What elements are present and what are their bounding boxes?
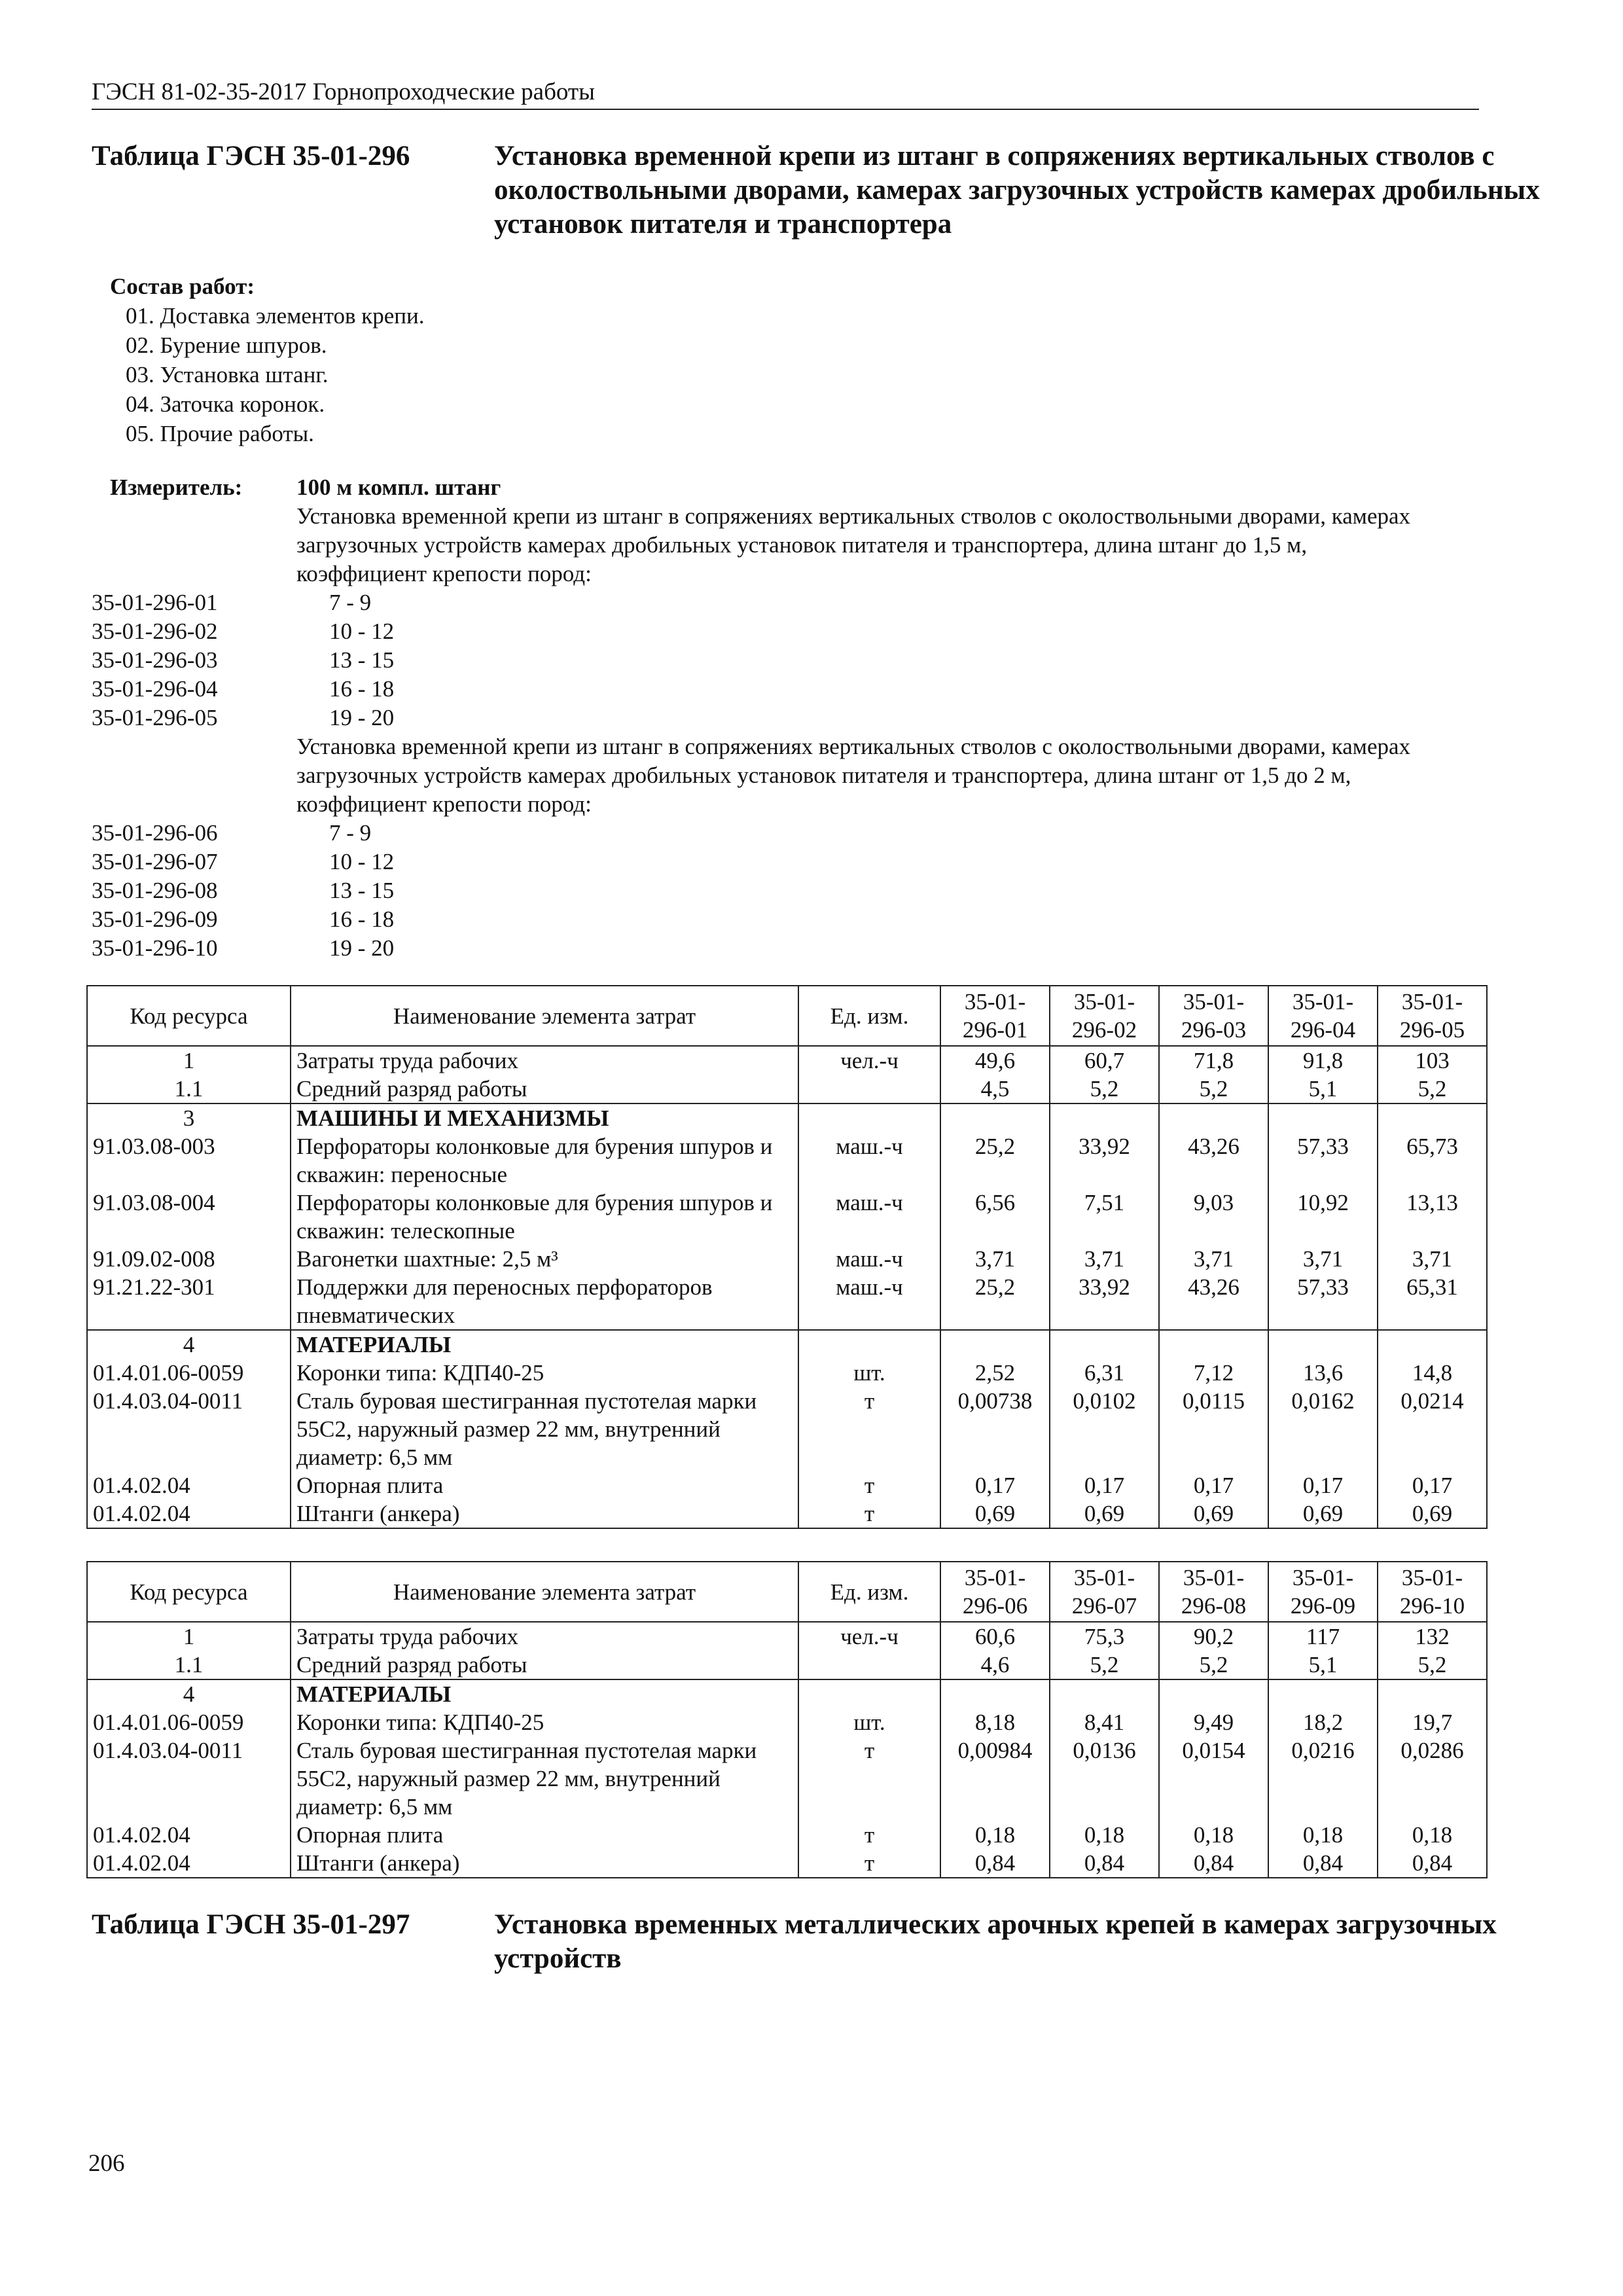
norm-value: 43,26 <box>1159 1273 1268 1330</box>
table-row <box>87 1245 1487 1273</box>
norm-value: 5,2 <box>1378 1651 1487 1679</box>
norm-code: 35-01-296-01 <box>92 590 218 615</box>
resource-table-1 <box>86 985 1488 1529</box>
norm-value: 3,71 <box>1159 1245 1268 1273</box>
norm-value: 9,49 <box>1159 1708 1268 1736</box>
norm-code-row <box>92 848 1479 876</box>
resource-name: Сталь буровая шестигранная пустотелая марки 55С2, наружный размер 22 мм, внутренний диаметр: 6,5 мм <box>291 1387 798 1471</box>
norm-value: 4,6 <box>940 1651 1050 1679</box>
table-title: Установка временной крепи из штанг в сопряжениях вертикальных стволов с околоствольными дворами, камерах загрузочных устройств камерах дробильных установок питателя и транспортера <box>494 141 1540 240</box>
resource-unit: т <box>798 1471 940 1499</box>
norm-value: 5,2 <box>1159 1075 1268 1103</box>
norm-value: 0,84 <box>1050 1849 1159 1878</box>
resource-unit <box>798 1651 940 1679</box>
norm-value: 0,84 <box>1159 1849 1268 1878</box>
resource-unit: маш.-ч <box>798 1273 940 1330</box>
norm-code-row <box>92 876 1479 905</box>
norm-value <box>1378 1103 1487 1132</box>
norm-value: 18,2 <box>1268 1708 1378 1736</box>
norm-value: 10,92 <box>1268 1189 1378 1245</box>
norm-value: 0,0154 <box>1159 1736 1268 1821</box>
norm-value: 117 <box>1268 1622 1378 1651</box>
norm-value: 4,5 <box>940 1075 1050 1103</box>
norm-value: 0,84 <box>1378 1849 1487 1878</box>
norm-value: 91,8 <box>1268 1046 1378 1075</box>
norm-value: 0,0216 <box>1268 1736 1378 1821</box>
resource-name: МАТЕРИАЛЫ <box>291 1679 798 1708</box>
resource-code: 91.03.08-004 <box>87 1189 291 1245</box>
resource-unit: маш.-ч <box>798 1245 940 1273</box>
norm-code: 35-01-296-07 <box>92 849 218 874</box>
work-item: 03. Установка штанг. <box>126 362 329 387</box>
group2-description: Установка временной крепи из штанг в сопряжениях вертикальных стволов с околоствольными дворами, камерах загрузочных устройств камерах дробильных установок питателя и транспортера, длина штанг от 1,5 до 2 м, коэффициент крепости пород: <box>296 734 1411 817</box>
norm-value: 0,69 <box>1378 1499 1487 1528</box>
resource-name: Штанги (анкера) <box>291 1499 798 1528</box>
norm-value: 8,18 <box>940 1708 1050 1736</box>
resource-unit: чел.-ч <box>798 1046 940 1075</box>
norm-value <box>1050 1679 1159 1708</box>
norm-code-row <box>92 675 1479 704</box>
resource-code: 1 <box>87 1046 291 1075</box>
resource-code: 4 <box>87 1330 291 1359</box>
norm-value <box>940 1330 1050 1359</box>
resource-name: Вагонетки шахтные: 2,5 м³ <box>291 1245 798 1273</box>
norm-value: 60,6 <box>940 1622 1050 1651</box>
norm-value: 3,71 <box>940 1245 1050 1273</box>
norm-value <box>1050 1103 1159 1132</box>
resource-table-2 <box>86 1561 1488 1878</box>
resource-code: 91.03.08-003 <box>87 1132 291 1189</box>
resource-unit: маш.-ч <box>798 1132 940 1189</box>
norm-value: 60,7 <box>1050 1046 1159 1075</box>
norm-value: 0,69 <box>1268 1499 1378 1528</box>
page-number: 206 <box>88 2150 125 2177</box>
col-header-norm: 35-01- 296-10 <box>1378 1562 1487 1622</box>
norm-value: 33,92 <box>1050 1132 1159 1189</box>
table-header-row <box>87 1562 1487 1622</box>
resource-code: 01.4.01.06-0059 <box>87 1708 291 1736</box>
norm-value: 25,2 <box>940 1132 1050 1189</box>
resource-code: 01.4.03.04-0011 <box>87 1736 291 1821</box>
norm-value: 8,41 <box>1050 1708 1159 1736</box>
rock-hardness: 19 - 20 <box>329 935 395 961</box>
resource-unit: т <box>798 1736 940 1821</box>
table-row <box>87 1849 1487 1878</box>
norm-code-row <box>92 819 1479 848</box>
resource-unit <box>798 1330 940 1359</box>
norm-value: 19,7 <box>1378 1708 1487 1736</box>
norm-value: 6,56 <box>940 1189 1050 1245</box>
norm-value: 0,0115 <box>1159 1387 1268 1471</box>
norm-code: 35-01-296-03 <box>92 647 218 673</box>
resource-code: 91.09.02-008 <box>87 1245 291 1273</box>
norm-value: 90,2 <box>1159 1622 1268 1651</box>
resource-unit <box>798 1075 940 1103</box>
table-number: Таблица ГЭСН 35-01-296 <box>92 141 410 171</box>
resource-code: 01.4.03.04-0011 <box>87 1387 291 1471</box>
norm-value: 0,18 <box>1050 1821 1159 1849</box>
norm-value <box>1159 1679 1268 1708</box>
table-row <box>87 1075 1487 1103</box>
table-row <box>87 1273 1487 1330</box>
col-header-unit: Ед. изм. <box>798 986 940 1046</box>
norm-value <box>940 1103 1050 1132</box>
resource-unit: чел.-ч <box>798 1622 940 1651</box>
resource-unit: т <box>798 1499 940 1528</box>
col-header-norm: 35-01- 296-08 <box>1159 1562 1268 1622</box>
work-composition-header: Состав работ: <box>110 274 255 299</box>
resource-name: Опорная плита <box>291 1821 798 1849</box>
norm-value: 0,00984 <box>940 1736 1050 1821</box>
norm-value: 9,03 <box>1159 1189 1268 1245</box>
norm-value: 0,69 <box>1050 1499 1159 1528</box>
norm-value: 132 <box>1378 1622 1487 1651</box>
resource-name: МАТЕРИАЛЫ <box>291 1330 798 1359</box>
table-row <box>87 1387 1487 1471</box>
norm-value: 6,31 <box>1050 1359 1159 1387</box>
work-item: 01. Доставка элементов крепи. <box>126 303 425 329</box>
norm-value: 25,2 <box>940 1273 1050 1330</box>
resource-unit: маш.-ч <box>798 1189 940 1245</box>
work-composition <box>110 272 425 448</box>
resource-unit: шт. <box>798 1708 940 1736</box>
norm-value: 0,0136 <box>1050 1736 1159 1821</box>
table-row <box>87 1736 1487 1821</box>
norm-code: 35-01-296-05 <box>92 705 218 730</box>
norm-value: 0,18 <box>940 1821 1050 1849</box>
norm-value: 5,1 <box>1268 1651 1378 1679</box>
table-row <box>87 1330 1487 1359</box>
rock-hardness: 10 - 12 <box>329 619 395 644</box>
col-header-unit: Ед. изм. <box>798 1562 940 1622</box>
resource-name: Средний разряд работы <box>291 1075 798 1103</box>
norm-value: 5,2 <box>1378 1075 1487 1103</box>
norm-value: 2,52 <box>940 1359 1050 1387</box>
norm-code-row <box>92 905 1479 934</box>
col-header-norm: 35-01- 296-07 <box>1050 1562 1159 1622</box>
norm-value: 33,92 <box>1050 1273 1159 1330</box>
resource-name: Перфораторы колонковые для бурения шпуров и скважин: телескопные <box>291 1189 798 1245</box>
norm-value: 0,00738 <box>940 1387 1050 1471</box>
meter-unit: 100 м компл. штанг <box>296 475 501 500</box>
resource-code: 1.1 <box>87 1651 291 1679</box>
col-header-norm: 35-01- 296-03 <box>1159 986 1268 1046</box>
norm-value <box>1378 1679 1487 1708</box>
work-item: 02. Бурение шпуров. <box>126 332 327 358</box>
norm-code: 35-01-296-06 <box>92 820 218 846</box>
rock-hardness: 16 - 18 <box>329 676 395 702</box>
norm-value <box>1268 1679 1378 1708</box>
table-row <box>87 1651 1487 1679</box>
resource-unit: т <box>798 1849 940 1878</box>
norm-value: 0,17 <box>1050 1471 1159 1499</box>
norm-value: 0,17 <box>940 1471 1050 1499</box>
resource-unit: шт. <box>798 1359 940 1387</box>
resource-name: Штанги (анкера) <box>291 1849 798 1878</box>
norm-value <box>940 1679 1050 1708</box>
norm-value: 0,17 <box>1159 1471 1268 1499</box>
table-row <box>87 1046 1487 1075</box>
norm-value: 7,12 <box>1159 1359 1268 1387</box>
table-row <box>87 1499 1487 1528</box>
norm-value <box>1268 1330 1378 1359</box>
norm-value <box>1050 1330 1159 1359</box>
norm-value: 5,2 <box>1159 1651 1268 1679</box>
rock-hardness: 13 - 15 <box>329 878 395 903</box>
resource-code: 01.4.02.04 <box>87 1499 291 1528</box>
norm-code-row <box>92 588 1479 617</box>
norm-value: 3,71 <box>1050 1245 1159 1273</box>
resource-code: 01.4.02.04 <box>87 1821 291 1849</box>
rock-hardness: 13 - 15 <box>329 647 395 673</box>
norm-value: 3,71 <box>1268 1245 1378 1273</box>
meter-label: Измеритель: <box>110 475 243 500</box>
col-header-norm: 35-01- 296-04 <box>1268 986 1378 1046</box>
norm-code: 35-01-296-02 <box>92 619 218 644</box>
norm-value <box>1159 1103 1268 1132</box>
col-header-code: Код ресурса <box>87 1562 291 1622</box>
resource-code: 1.1 <box>87 1075 291 1103</box>
col-header-norm: 35-01- 296-09 <box>1268 1562 1378 1622</box>
norm-value: 0,84 <box>940 1849 1050 1878</box>
norm-code: 35-01-296-08 <box>92 878 218 903</box>
resource-unit <box>798 1679 940 1708</box>
norm-value: 65,31 <box>1378 1273 1487 1330</box>
table-row <box>87 1708 1487 1736</box>
norm-code-row <box>92 704 1479 732</box>
resource-name: Коронки типа: КДП40-25 <box>291 1708 798 1736</box>
resource-name: Затраты труда рабочих <box>291 1046 798 1075</box>
norm-value: 0,18 <box>1159 1821 1268 1849</box>
rock-hardness: 19 - 20 <box>329 705 395 730</box>
norm-value: 0,0102 <box>1050 1387 1159 1471</box>
norm-value: 5,2 <box>1050 1651 1159 1679</box>
norm-code: 35-01-296-04 <box>92 676 218 702</box>
table-row <box>87 1679 1487 1708</box>
table-row <box>87 1359 1487 1387</box>
resource-name: МАШИНЫ И МЕХАНИЗМЫ <box>291 1103 798 1132</box>
table-row <box>87 1189 1487 1245</box>
norm-value: 0,17 <box>1268 1471 1378 1499</box>
table-row <box>87 1132 1487 1189</box>
col-header-name: Наименование элемента затрат <box>291 1562 798 1622</box>
resource-name: Поддержки для переносных перфораторов пневматических <box>291 1273 798 1330</box>
norm-value: 14,8 <box>1378 1359 1487 1387</box>
group1-description: Установка временной крепи из штанг в сопряжениях вертикальных стволов с околоствольными дворами, камерах загрузочных устройств камерах дробильных установок питателя и транспортера, длина штанг до 1,5 м, коэффициент крепости пород: <box>296 503 1411 586</box>
norm-code: 35-01-296-10 <box>92 935 218 961</box>
table-row <box>87 1471 1487 1499</box>
table-row <box>87 1103 1487 1132</box>
resource-code: 4 <box>87 1679 291 1708</box>
norm-value: 0,84 <box>1268 1849 1378 1878</box>
norm-value: 0,18 <box>1268 1821 1378 1849</box>
norm-value <box>1268 1103 1378 1132</box>
norm-code-row <box>92 934 1479 963</box>
norm-value <box>1159 1330 1268 1359</box>
table-row <box>87 1622 1487 1651</box>
col-header-norm: 35-01- 296-05 <box>1378 986 1487 1046</box>
resource-name: Коронки типа: КДП40-25 <box>291 1359 798 1387</box>
norm-value <box>1378 1330 1487 1359</box>
rock-hardness: 16 - 18 <box>329 906 395 932</box>
norm-value: 49,6 <box>940 1046 1050 1075</box>
resource-unit: т <box>798 1821 940 1849</box>
resource-unit <box>798 1103 940 1132</box>
norm-value: 43,26 <box>1159 1132 1268 1189</box>
resource-name: Опорная плита <box>291 1471 798 1499</box>
col-header-norm: 35-01- 296-02 <box>1050 986 1159 1046</box>
resource-name: Средний разряд работы <box>291 1651 798 1679</box>
norm-code-row <box>92 646 1479 675</box>
norm-value: 0,0162 <box>1268 1387 1378 1471</box>
norm-value: 0,69 <box>940 1499 1050 1528</box>
col-header-name: Наименование элемента затрат <box>291 986 798 1046</box>
norm-value: 103 <box>1378 1046 1487 1075</box>
work-item: 05. Прочие работы. <box>126 421 314 446</box>
resource-name: Сталь буровая шестигранная пустотелая марки 55С2, наружный размер 22 мм, внутренний диаметр: 6,5 мм <box>291 1736 798 1821</box>
norm-value: 0,69 <box>1159 1499 1268 1528</box>
table-number: Таблица ГЭСН 35-01-297 <box>92 1909 410 1940</box>
norm-value: 0,0286 <box>1378 1736 1487 1821</box>
resource-name: Затраты труда рабочих <box>291 1622 798 1651</box>
work-item: 04. Заточка коронок. <box>126 391 325 417</box>
table-header-row <box>87 986 1487 1046</box>
table-row <box>87 1821 1487 1849</box>
col-header-norm: 35-01- 296-06 <box>940 1562 1050 1622</box>
table-title: Установка временных металлических арочных крепей в камерах загрузочных устройств <box>494 1909 1497 1974</box>
norm-value: 5,1 <box>1268 1075 1378 1103</box>
running-header: ГЭСН 81-02-35-2017 Горнопроходческие работы <box>92 77 1479 110</box>
norm-value: 0,0214 <box>1378 1387 1487 1471</box>
col-header-code: Код ресурса <box>87 986 291 1046</box>
resource-code: 01.4.02.04 <box>87 1849 291 1878</box>
resource-code: 01.4.01.06-0059 <box>87 1359 291 1387</box>
norm-value: 0,17 <box>1378 1471 1487 1499</box>
resource-unit: т <box>798 1387 940 1471</box>
norm-value: 0,18 <box>1378 1821 1487 1849</box>
norm-code-row <box>92 617 1479 646</box>
resource-code: 01.4.02.04 <box>87 1471 291 1499</box>
norm-value: 13,13 <box>1378 1189 1487 1245</box>
norm-value: 57,33 <box>1268 1273 1378 1330</box>
rock-hardness: 10 - 12 <box>329 849 395 874</box>
rock-hardness: 7 - 9 <box>329 820 372 846</box>
resource-code: 3 <box>87 1103 291 1132</box>
norm-value: 71,8 <box>1159 1046 1268 1075</box>
norm-value: 57,33 <box>1268 1132 1378 1189</box>
norm-value: 13,6 <box>1268 1359 1378 1387</box>
meter-section <box>92 473 1479 963</box>
col-header-norm: 35-01- 296-01 <box>940 986 1050 1046</box>
resource-code: 1 <box>87 1622 291 1651</box>
norm-value: 65,73 <box>1378 1132 1487 1189</box>
norm-value: 5,2 <box>1050 1075 1159 1103</box>
resource-code: 91.21.22-301 <box>87 1273 291 1330</box>
norm-value: 3,71 <box>1378 1245 1487 1273</box>
norm-code: 35-01-296-09 <box>92 906 218 932</box>
norm-value: 7,51 <box>1050 1189 1159 1245</box>
norm-value: 75,3 <box>1050 1622 1159 1651</box>
resource-name: Перфораторы колонковые для бурения шпуров и скважин: переносные <box>291 1132 798 1189</box>
rock-hardness: 7 - 9 <box>329 590 372 615</box>
